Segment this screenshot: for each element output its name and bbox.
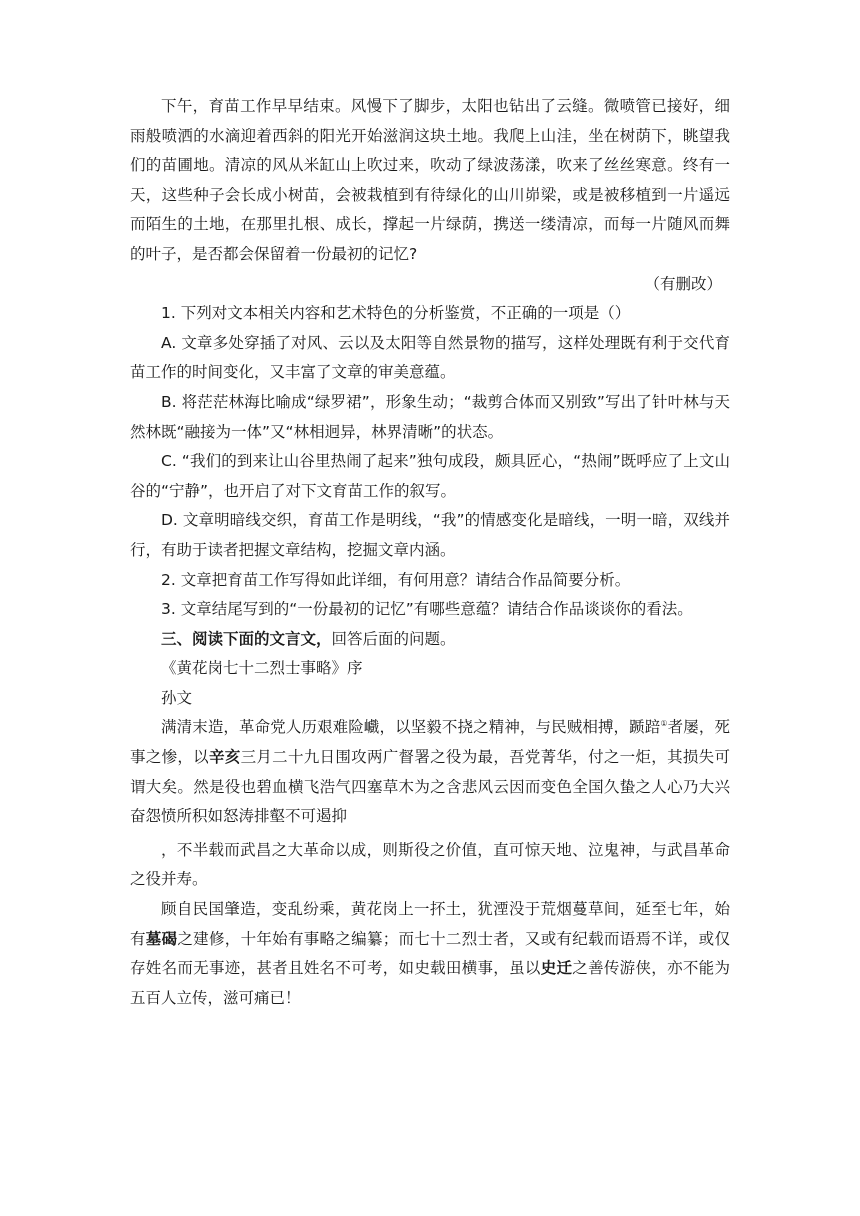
para3-bold-term-1: 墓碣 bbox=[145, 929, 178, 948]
classical-text-author: 孙文 bbox=[161, 688, 193, 707]
source-note: （有删改） bbox=[644, 274, 722, 293]
classical-text-title: 《黄花岗七十二烈士事略》序 bbox=[161, 659, 363, 678]
para3-text-c: 之善传游侠，亦不能为五百人立传，滋可痛已！ bbox=[130, 959, 730, 1007]
question-1-option-a: A. 文章多处穿插了对风、云以及太阳等自然景物的描写，这样处理既有利于交代育苗工作的时间变化，又丰富了文章的审美意蕴。 bbox=[130, 333, 730, 382]
question-3: 3. 文章结尾写到的“一份最初的记忆”有哪些意蕴？请结合作品谈谈你的看法。 bbox=[161, 600, 693, 619]
question-1-stem: 1. 下列对文本相关内容和艺术特色的分析鉴赏，不正确的一项是（） bbox=[161, 304, 631, 323]
question-2: 2. 文章把育苗工作写得如此详细，有何用意？请结合作品简要分析。 bbox=[161, 570, 631, 589]
section-3-heading bbox=[130, 625, 730, 655]
para3-text-b: 之建修，十年始有事略之编纂；而七十二烈士者，又或有纪载而语焉不详，或仅存姓名而无事迹，甚者且姓名不可考，如史载田横事，虽以 bbox=[130, 929, 730, 978]
question-1-option-b: B. 将茫茫林海比喻成“绿罗裙”，形象生动；“裁剪合体而又别致”写出了针叶林与天然林既“融接为一体”又“林相迥异，林界清晰”的状态。 bbox=[130, 392, 730, 441]
para1-bold-term: 辛亥 bbox=[208, 748, 241, 767]
section-3-heading-rest: 回答后面的问题。 bbox=[331, 629, 456, 648]
document-page bbox=[130, 92, 730, 1013]
question-1-option-c: C. “我们的到来让山谷里热闹了起来”独句成段，颇具匠心，“热闹”既呼应了上文山谷的“宁静”，也开启了对下文育苗工作的叙写。 bbox=[130, 452, 730, 500]
footnote-marker: ① bbox=[660, 719, 668, 729]
para3-text-a: 顾自民国肇造，变乱纷乘，黄花岗上一抔土，犹湮没于荒烟蔓草间，延至七年，始有 bbox=[130, 900, 730, 948]
para3-bold-term-2: 史迁 bbox=[540, 959, 573, 978]
question-1-option-d: D. 文章明暗线交织，育苗工作是明线，“我”的情感变化是暗线，一明一暗，双线并行，有助于读者把握文章结构，挖掘文章内涵。 bbox=[130, 511, 730, 559]
section-3-heading-bold: 三、阅读下面的文言文， bbox=[161, 629, 332, 648]
classical-paragraph-2: ，不半载而武昌之大革命以成，则斯役之价值，直可惊天地、泣鬼神，与武昌革命之役并寿。 bbox=[130, 840, 730, 889]
para1-text-b: 者屡，死事之惨，以 bbox=[130, 718, 730, 767]
para1-text-a: 满清末造，革命党人历艰难险巇，以坚毅不挠之精神，与民贼相搏，踬踣 bbox=[161, 718, 661, 737]
classical-paragraph-3 bbox=[130, 895, 730, 1013]
para1-text-c: 三月二十九日围攻两广督署之役为最，吾党菁华，付之一炬，其损失可谓大矣。然是役也碧血横飞浩气四塞草木为之含悲风云因而变色全国久蛰之人心乃大兴奋怨愤所积如怒涛排壑不可遏抑 bbox=[130, 748, 730, 826]
classical-paragraph-1 bbox=[130, 713, 730, 831]
passage-ending-paragraph: 下午，育苗工作早早结束。风慢下了脚步，太阳也钻出了云缝。微喷管已接好，细雨般喷洒的水滴迎着西斜的阳光开始滋润这块土地。我爬上山洼，坐在树荫下，眺望我们的苗圃地。清凉的风从米缸山上吹过来，吹动了绿波荡漾，吹来了丝丝寒意。终有一天，这些种子会长成小树苗，会被栽植到有待绿化的山川峁梁，或是被移植到一片遥远而陌生的土地，在那里扎根、成长，撑起一片绿荫，携送一缕清凉，而每一片随风而舞的叶子，是否都会保留着一份最初的记忆? bbox=[130, 97, 730, 263]
